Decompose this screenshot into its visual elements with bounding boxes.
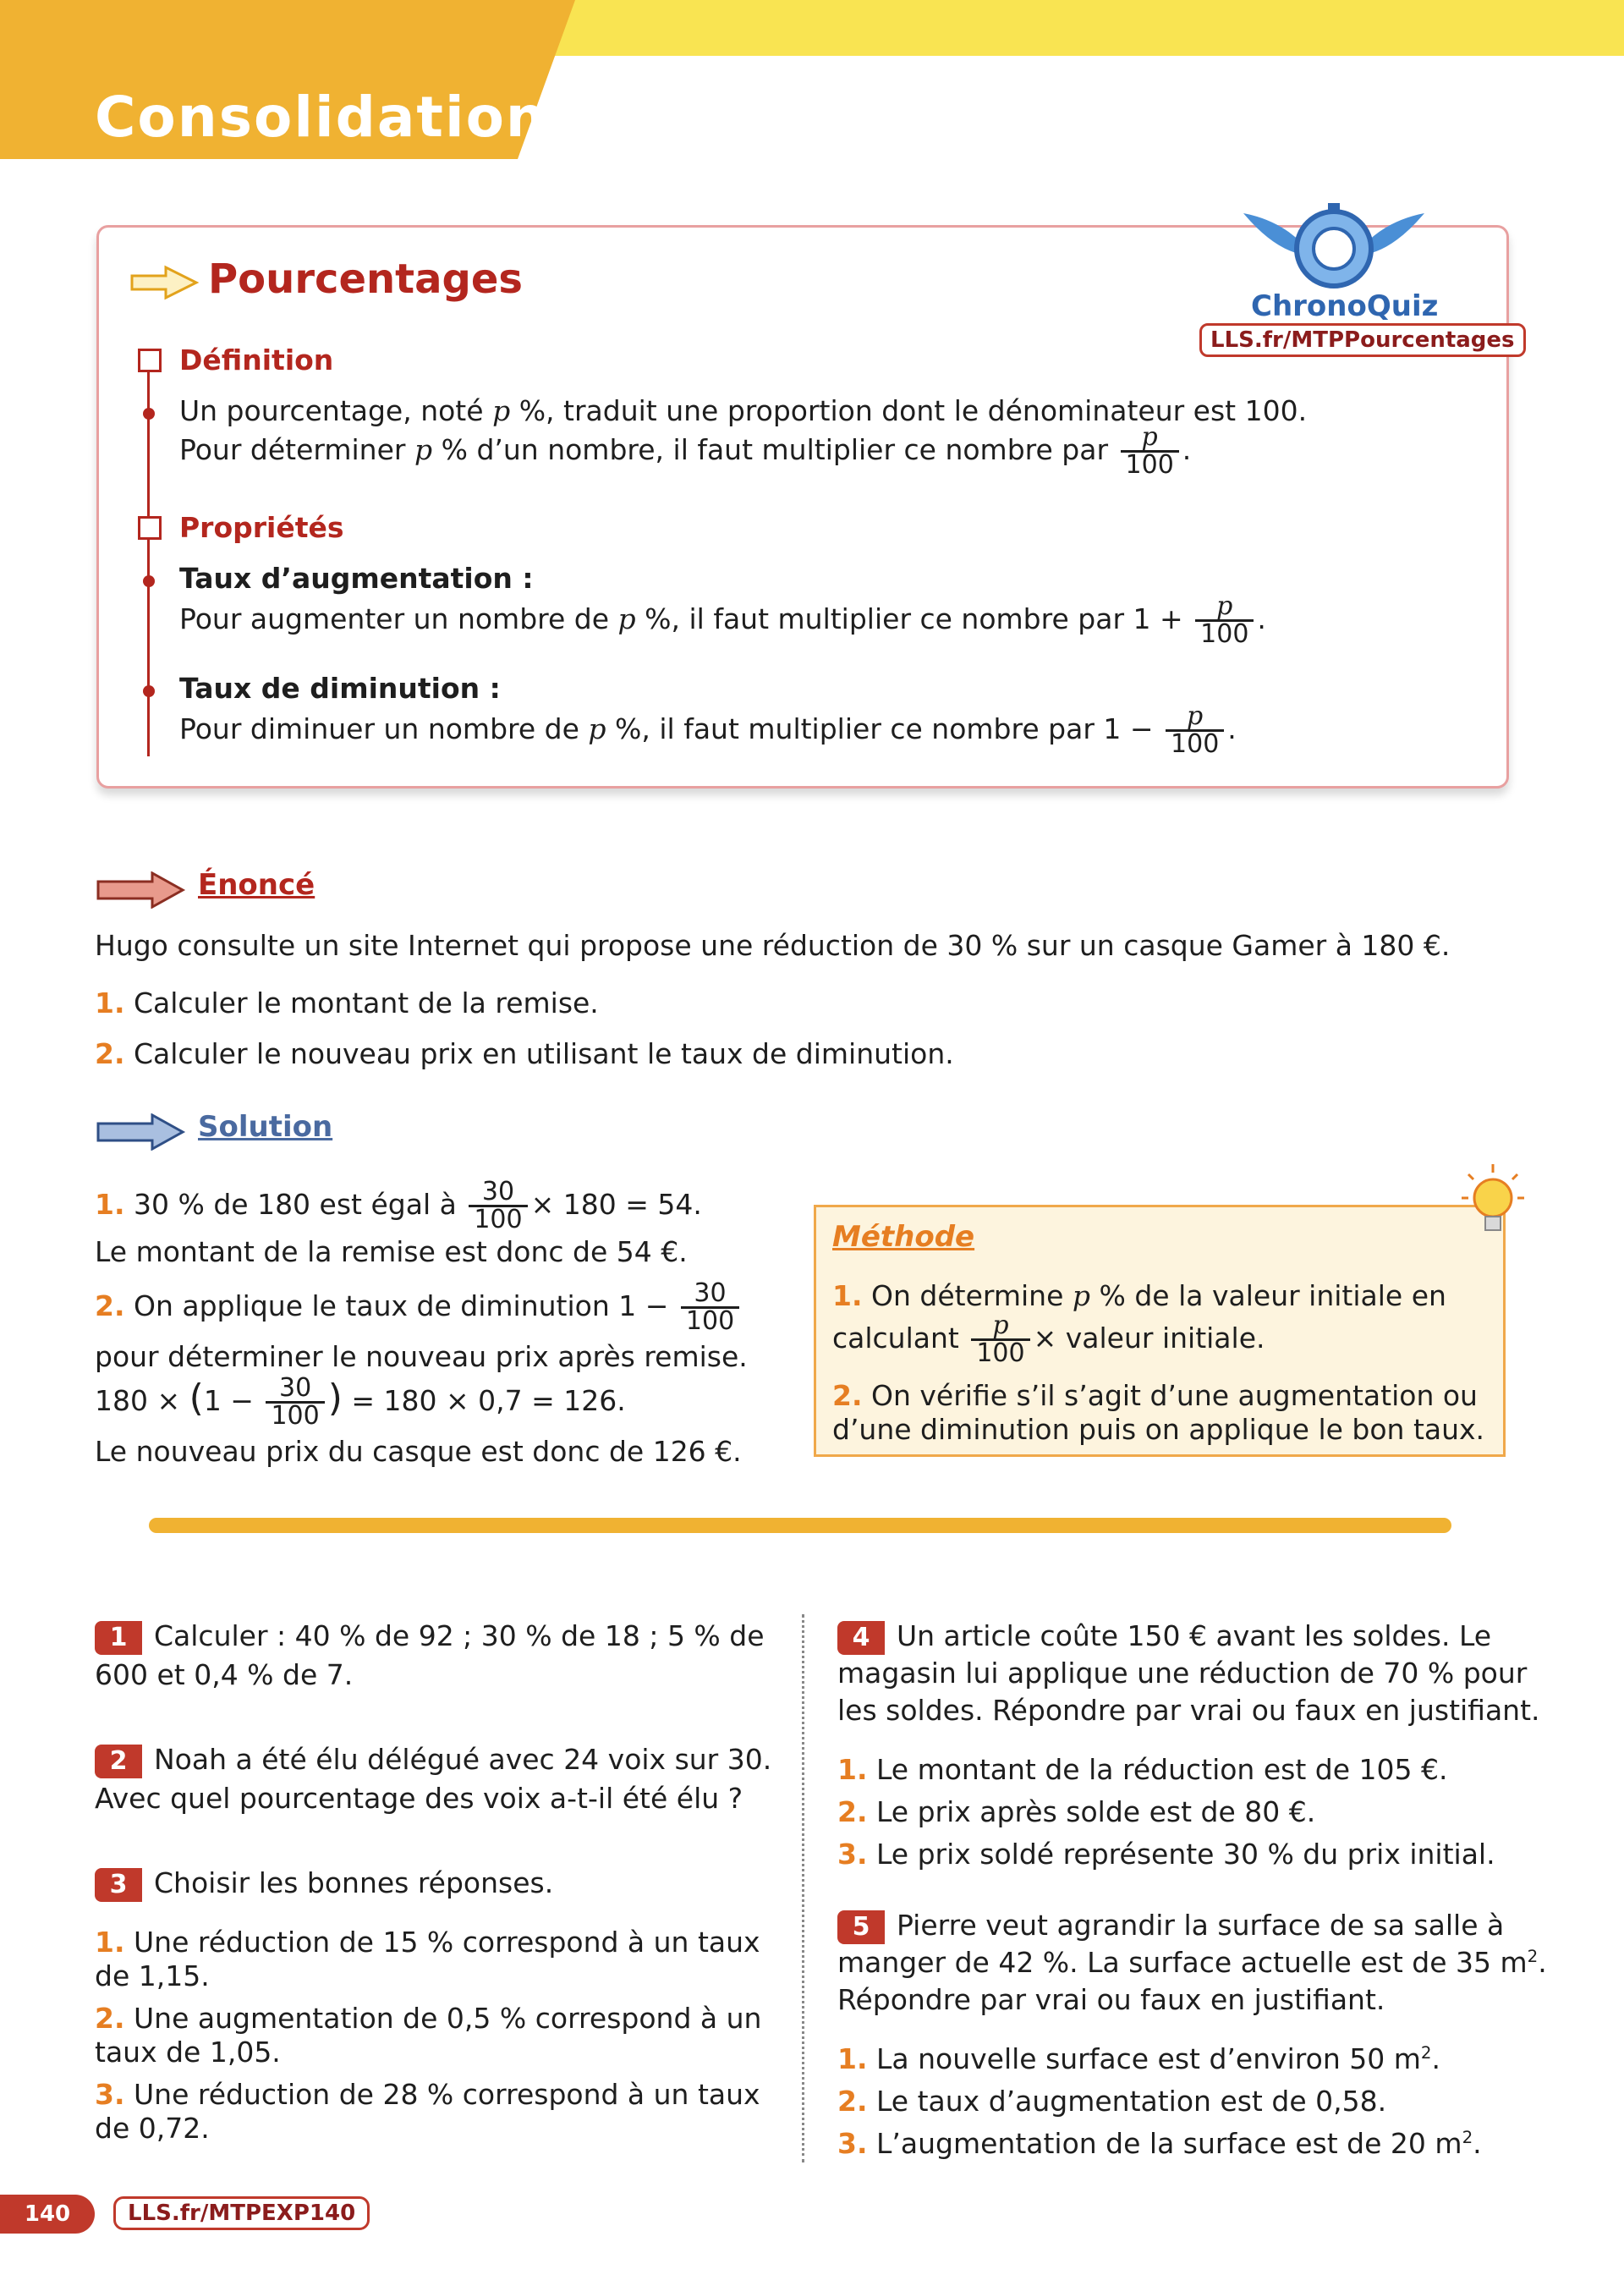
exercise-1: 1 Calculer : 40 % de 92 ; 30 % de 18 ; 5 % de — [95, 1619, 765, 1655]
exercise-4-line3: les soldes. Répondre par vrai ou faux en justifiant. — [837, 1694, 1540, 1727]
enonce-text: Hugo consulte un site Internet qui propose une réduction de 30 % sur un casque Gamer à 180 €. — [95, 929, 1451, 962]
column-separator — [802, 1614, 804, 2162]
checkbox-icon — [138, 516, 162, 540]
page-number: 140 — [0, 2195, 95, 2234]
exercise-5-item-3: 3. L’augmentation de la surface est de 20 $m^2$. — [837, 2127, 1482, 2160]
exercise-3-item-1-line2: de 1,15. — [95, 1959, 210, 1992]
exercise-number-badge: 3 — [95, 1868, 142, 1902]
exercise-3: 3 Choisir les bonnes réponses. — [95, 1866, 553, 1902]
arrow-icon — [95, 1113, 186, 1151]
properties-heading: Propriétés — [179, 511, 344, 544]
arrow-icon — [95, 871, 186, 909]
solution-conclusion: Le nouveau prix du casque est donc de 126 €. — [95, 1435, 742, 1468]
pointing-hand-icon — [129, 264, 200, 301]
solution-step-2: 2. On applique le taux de diminution 1 − $\frac{30}{100}$ — [95, 1281, 743, 1334]
exercise-number-badge: 2 — [95, 1745, 142, 1778]
lesson-title: Pourcentages — [208, 256, 523, 303]
exercise-2: 2 Noah a été élu délégué avec 24 voix sur 30. — [95, 1743, 771, 1778]
definition-line-2: Pour déterminer p % d’un nombre, il faut multiplier ce nombre par $\frac{p}{100}$ . — [179, 422, 1192, 480]
section-divider — [149, 1518, 1451, 1533]
solution-step-1: 1. 30 % de 180 est égal à $\frac{30}{100}$ × 180 = 54. — [95, 1177, 702, 1234]
exercise-5-line3: Répondre par vrai ou faux en justifiant. — [837, 1983, 1385, 2016]
bullet-dot — [143, 685, 155, 697]
enonce-question-2: 2. Calculer le nouveau prix en utilisant le taux de diminution. — [95, 1037, 954, 1070]
method-step-2-line2: d’une diminution puis on applique le bon taux. — [832, 1413, 1485, 1446]
solution-step-2-line2: pour déterminer le nouveau prix après remise. — [95, 1340, 748, 1373]
footer-link[interactable]: LLS.fr/MTPEXP140 — [113, 2196, 370, 2230]
exercise-3-item-2: 2. Une augmentation de 0,5 % correspond à un — [95, 2002, 762, 2035]
chronoquiz-logo-icon[interactable] — [1237, 196, 1431, 298]
method-step-2: 2. On vérifie s’il s’agit d’une augmentation ou — [832, 1379, 1478, 1412]
enonce-question-1: 1. Calculer le montant de la remise. — [95, 986, 599, 1019]
method-step-1-line2: calculant $\frac{p}{100}$ × valeur initiale. — [832, 1311, 1265, 1368]
decrease-heading: Taux de diminution : — [179, 672, 501, 705]
definition-line-1: Un pourcentage, noté p %, traduit une proportion dont le dénominateur est 100. — [179, 394, 1308, 427]
solution-step-2-calc: 180 × (1 − $\frac{30}{100}$ ) = 180 × 0,7 = 126. — [95, 1373, 626, 1431]
lightbulb-icon — [1455, 1161, 1531, 1242]
chronoquiz-link[interactable]: LLS.fr/MTPPourcentages — [1199, 323, 1526, 357]
exercise-4-line2: magasin lui applique une réduction de 70 % pour — [837, 1657, 1528, 1690]
method-step-1: 1. On détermine p % de la valeur initiale en — [832, 1279, 1446, 1312]
exercise-4-item-2: 2. Le prix après solde est de 80 €. — [837, 1795, 1316, 1828]
exercise-number-badge: 5 — [837, 1910, 885, 1944]
page-title: Consolidation — [95, 85, 547, 150]
bullet-dot — [143, 408, 155, 420]
exercise-3-item-3: 3. Une réduction de 28 % correspond à un taux — [95, 2078, 760, 2111]
exercise-4: 4 Un article coûte 150 € avant les soldes. Le — [837, 1619, 1491, 1655]
exercise-4-item-1: 1. Le montant de la réduction est de 105 €. — [837, 1753, 1448, 1786]
exercise-5: 5 Pierre veut agrandir la surface de sa salle à — [837, 1909, 1504, 1944]
exercise-3-item-2-line2: taux de 1,05. — [95, 2036, 281, 2069]
definition-heading: Définition — [179, 343, 334, 376]
exercise-5-item-2: 2. Le taux d’augmentation est de 0,58. — [837, 2085, 1387, 2118]
solution-heading: Solution — [198, 1110, 333, 1144]
exercise-3-item-3-line2: de 0,72. — [95, 2112, 210, 2145]
enonce-heading: Énoncé — [198, 868, 315, 902]
increase-line: Pour augmenter un nombre de p %, il faut multiplier ce nombre par 1 + $\frac{p}{100}$ . — [179, 591, 1266, 649]
exercise-2-line2: Avec quel pourcentage des voix a-t-il été élu ? — [95, 1782, 743, 1815]
exercise-3-item-1: 1. Une réduction de 15 % correspond à un taux — [95, 1926, 760, 1959]
exercise-number-badge: 4 — [837, 1621, 885, 1655]
exercise-4-item-3: 3. Le prix soldé représente 30 % du prix initial. — [837, 1838, 1495, 1871]
solution-step-1-result: Le montant de la remise est donc de 54 €. — [95, 1235, 688, 1268]
exercise-5-line2: manger de 42 %. La surface actuelle est de 35 $m^2$. — [837, 1946, 1547, 1979]
exercise-1-line2: 600 et 0,4 % de 7. — [95, 1658, 354, 1691]
chronoquiz-title: ChronoQuiz — [1251, 289, 1439, 323]
increase-heading: Taux d’augmentation : — [179, 562, 534, 595]
checkbox-icon — [138, 349, 162, 372]
exercise-5-item-1: 1. La nouvelle surface est d’environ 50 $m^2$. — [837, 2042, 1440, 2075]
decrease-line: Pour diminuer un nombre de p %, il faut multiplier ce nombre par 1 − $\frac{p}{100}$ . — [179, 701, 1237, 759]
exercise-number-badge: 1 — [95, 1621, 142, 1655]
bullet-dot — [143, 575, 155, 587]
method-title: Méthode — [832, 1220, 975, 1254]
